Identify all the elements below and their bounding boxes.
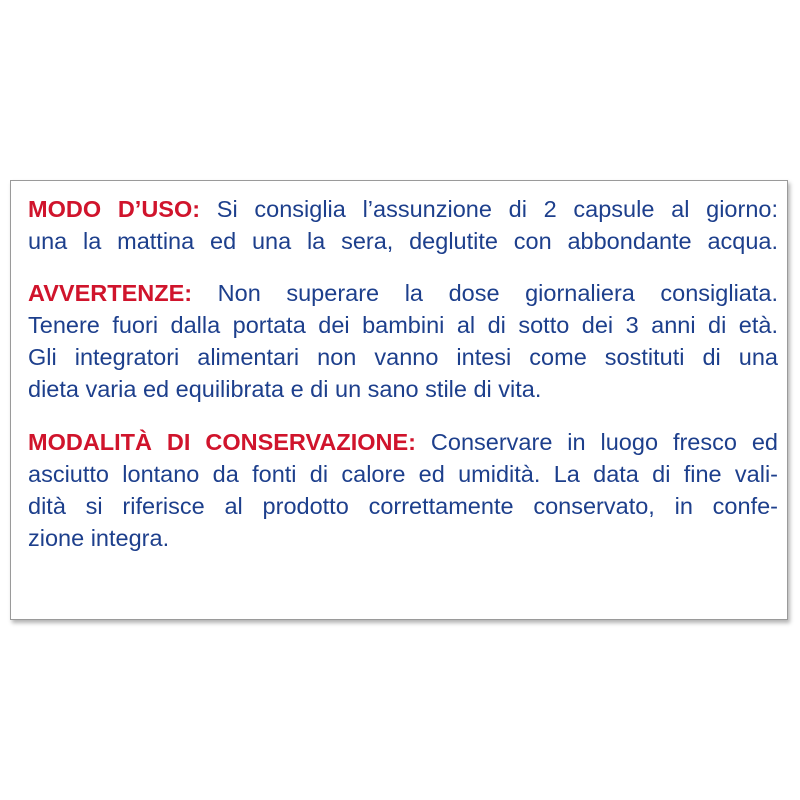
- warnings-heading: AVVERTENZE:: [28, 280, 193, 306]
- warnings-line-1: [28, 277, 778, 309]
- usage-text: Si consiglia l’assunzione di 2 capsule al giorno:: [200, 196, 778, 222]
- storage-text: Conservare in luogo fresco ed: [416, 429, 778, 455]
- warnings-text: Non superare la dose giornaliera consigliata.: [192, 280, 778, 306]
- warnings-line-4: dieta varia ed equilibrata e di un sano stile di vita.: [28, 376, 542, 402]
- usage-line-1: [28, 193, 778, 225]
- storage-line-1: [28, 426, 778, 458]
- storage-line-2: asciutto lontano da fonti di calore ed umidità. La data di fine vali-: [28, 461, 778, 487]
- usage-section: [28, 193, 778, 257]
- warnings-section: [28, 277, 778, 405]
- storage-line-4: zione integra.: [28, 525, 170, 551]
- usage-heading: MODO D’USO:: [28, 196, 201, 222]
- warnings-line-3: Gli integratori alimentari non vanno intesi come sostituti di una: [28, 344, 778, 370]
- storage-section: [28, 426, 778, 554]
- storage-heading: MODALITÀ DI CONSERVAZIONE:: [28, 429, 416, 455]
- label-panel: [10, 180, 788, 620]
- warnings-line-2: Tenere fuori dalla portata dei bambini al di sotto dei 3 anni di età.: [28, 312, 778, 338]
- storage-line-3: dità si riferisce al prodotto correttamente conservato, in confe-: [28, 493, 778, 519]
- usage-line-2: una la mattina ed una la sera, deglutite con abbondante acqua.: [28, 228, 778, 254]
